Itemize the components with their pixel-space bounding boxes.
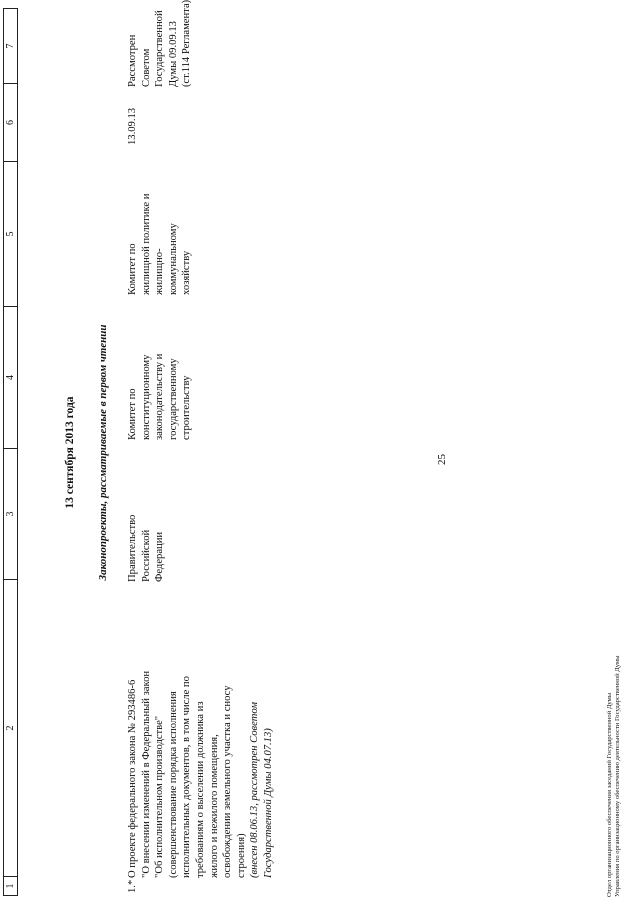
initiator-line: Российской (140, 529, 152, 582)
status-note (126, 0, 194, 87)
committee-line: жилищно- (154, 248, 166, 295)
committee-line: хозяйству (181, 250, 193, 295)
committee-line: коммунальному (167, 223, 179, 295)
footer-line: Отдел организационного обеспечения заседаний Государственной Думы (606, 692, 613, 897)
description-line: исполнительных документов, в том числе по (181, 676, 193, 878)
page-number: 25 (436, 454, 448, 465)
column-header-1: 1 (5, 883, 16, 889)
footer-line: Управления по организационному обеспечению деятельности Государственной Думы (614, 655, 622, 897)
bill-description (126, 603, 276, 878)
description-line: жилого и нежилого помещения, (208, 734, 220, 878)
initiator (126, 487, 167, 582)
column-header-2: 2 (4, 580, 17, 877)
consideration-date: 13.09.13 (127, 107, 138, 145)
column-header-4: 4 (4, 307, 17, 449)
committee-line: конституционному (140, 354, 152, 440)
row-number: 1.* (127, 879, 138, 893)
description-line: освобождении земельного участка и сносу (222, 685, 234, 878)
co-executor-committee (126, 160, 194, 295)
submission-note-line: (внесен 08.06.13, рассмотрен Советом (249, 702, 261, 878)
footer (606, 655, 623, 897)
description-line: (совершенствование порядка исполнения (167, 691, 179, 878)
committee-line: государственному (167, 358, 179, 440)
committee-line: жилищной политике и (140, 193, 152, 295)
column-header-6: 6 (4, 84, 17, 162)
status-line: Советом (140, 48, 152, 87)
description-line: строения) (235, 833, 247, 878)
column-header-5: 5 (4, 162, 17, 307)
committee-line: Комитет по (127, 243, 138, 295)
description-line: "О внесении изменений в Федеральный закон (140, 670, 152, 878)
submission-note-line: Государственной Думы 04.07.13) (262, 728, 274, 878)
status-line: Рассмотрен (127, 34, 138, 87)
initiator-line: Федерации (154, 531, 166, 582)
date-heading: 13 сентября 2013 года (64, 396, 76, 509)
status-line: (ст.114 Регламента) (181, 0, 193, 87)
committee-line: строительству (181, 375, 193, 440)
status-line: Думы 09.09.13 (167, 21, 179, 87)
committee-line: законодательству и (154, 353, 166, 440)
column-header-3: 3 (4, 449, 17, 580)
responsible-committee (126, 325, 194, 440)
status-line: Государственной (154, 10, 166, 87)
committee-line: Комитет по (127, 388, 138, 440)
column-header-row (3, 8, 18, 896)
description-line: "Об исполнительном производстве" (154, 715, 166, 878)
column-header-7: 7 (4, 9, 17, 84)
description-line: требованиям о выселении должника из (194, 701, 206, 878)
description-line: О проекте федерального закона № 293486-6 (127, 679, 138, 878)
section-heading: Законопроекты, рассматриваемые в первом чтении (97, 324, 109, 581)
initiator-line: Правительство (127, 514, 138, 582)
